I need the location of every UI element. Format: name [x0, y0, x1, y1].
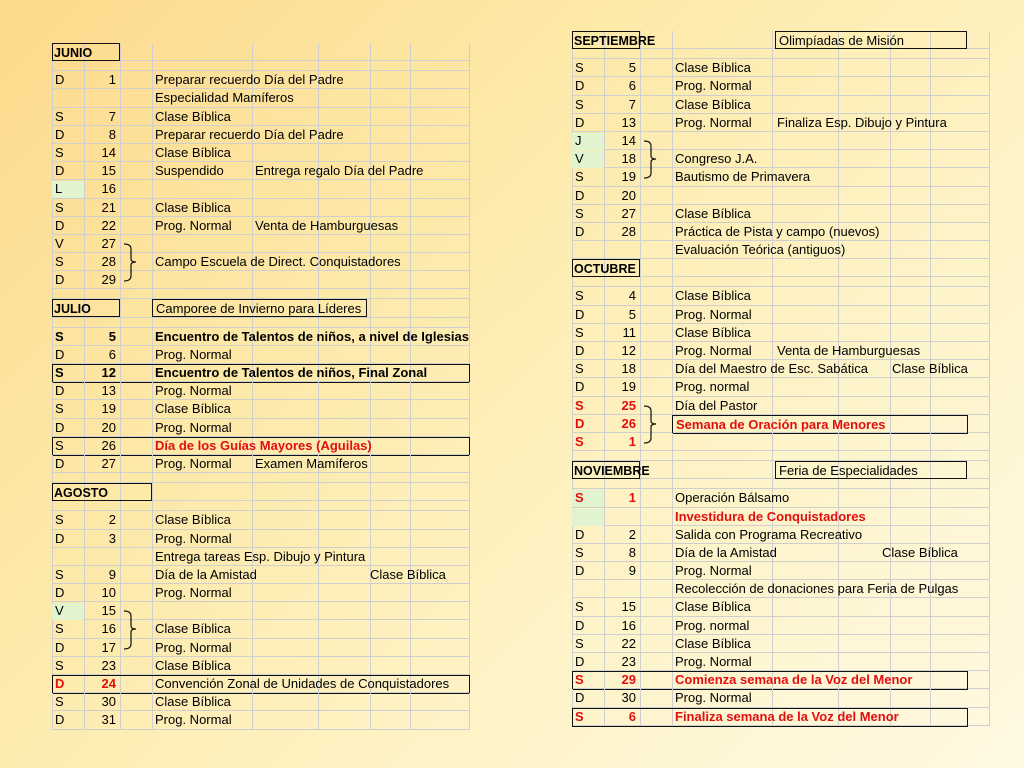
event-cell: Clase Bíblica: [155, 108, 231, 124]
weekday-cell: D: [55, 585, 65, 601]
event-cell: Prog. Normal: [155, 712, 232, 728]
calendar-row: [572, 508, 990, 526]
weekday-cell: S: [55, 566, 64, 582]
event-cell: Clase Bíblica: [155, 694, 231, 710]
calendar-row: [572, 168, 990, 186]
calendar-row: [572, 205, 990, 223]
event-cell: Clase Bíblica: [675, 324, 751, 340]
event-cell: Encuentro de Talentos de niños, a nivel de Iglesias: [155, 328, 470, 344]
calendar-row: [52, 419, 470, 437]
calendar-row: [572, 132, 990, 150]
day-number-cell: 17: [101, 639, 116, 655]
month-header-row: [52, 299, 470, 317]
weekday-cell: D: [55, 163, 65, 179]
day-number-cell: 7: [108, 108, 116, 124]
brace-mid: [122, 253, 136, 272]
calendar-row: [52, 89, 470, 107]
calendar-row: [572, 708, 990, 726]
day-number-cell: 9: [628, 563, 636, 579]
calendar-row: [572, 342, 990, 360]
event-cell: Clase Bíblica: [155, 621, 231, 637]
calendar-row: [52, 455, 470, 473]
calendar-row: [572, 360, 990, 378]
calendar-row: [572, 415, 990, 433]
weekday-cell: S: [55, 144, 64, 160]
weekday-cell: S: [55, 694, 64, 710]
brace-mid: [122, 620, 136, 639]
calendar-row: [52, 602, 470, 620]
weekday-cell: S: [575, 324, 584, 340]
weekday-cell: D: [575, 526, 585, 542]
weekday-cell: S: [575, 361, 584, 377]
calendar-row: [572, 306, 990, 324]
weekday-cell: S: [575, 708, 584, 724]
month-header-row: [572, 31, 990, 49]
weekday-cell: V: [575, 151, 584, 167]
brace-bot: [122, 639, 136, 658]
secondary-event-cell: Entrega regalo Día del Padre: [255, 163, 424, 179]
day-number-cell: 23: [621, 654, 636, 669]
day-number-cell: 12: [621, 343, 636, 358]
day-number-cell: 3: [108, 530, 116, 546]
event-cell: Prog. Normal: [155, 455, 232, 471]
spacer-row: [572, 49, 990, 59]
day-number-cell: 6: [628, 78, 636, 94]
event-cell: Preparar recuerdo Día del Padre: [155, 126, 344, 142]
calendar-row: [572, 223, 990, 241]
brace-bot: [122, 271, 136, 290]
event-cell: Operación Bálsamo: [675, 490, 790, 506]
secondary-event-cell: Venta de Hamburguesas: [255, 217, 399, 233]
day-number-cell: 15: [101, 603, 116, 619]
day-number-cell: 15: [101, 163, 116, 179]
weekday-cell: D: [575, 379, 585, 395]
weekday-cell: D: [55, 455, 65, 471]
weekday-cell: D: [55, 72, 65, 88]
day-number-cell: 6: [108, 346, 116, 362]
secondary-event-cell: Clase Bíblica: [882, 544, 958, 560]
event-cell: Prog. Normal: [675, 114, 752, 130]
weekday-cell: S: [575, 490, 584, 506]
calendar-row: [52, 566, 470, 584]
weekday-cell: S: [575, 599, 584, 615]
day-number-cell: 26: [621, 415, 636, 431]
event-cell: Clase Bíblica: [675, 288, 751, 304]
day-number-cell: 18: [621, 151, 636, 167]
weekday-cell: S: [575, 397, 584, 413]
event-cell: Práctica de Pista y campo (nuevos): [675, 223, 880, 239]
brace-mid: [642, 415, 656, 434]
day-number-cell: 30: [621, 690, 636, 706]
day-number-cell: 27: [101, 455, 116, 471]
secondary-event-cell: Clase Bíblica: [370, 566, 446, 582]
calendar-row: [52, 71, 470, 89]
event-cell: Clase Bíblica: [675, 599, 751, 615]
event-cell: Suspendido: [155, 163, 224, 179]
event-cell: Prog. Normal: [155, 346, 232, 362]
spacer-row: [572, 479, 990, 489]
month-title: JUNIO: [54, 46, 93, 60]
weekday-cell: S: [55, 657, 64, 673]
day-number-cell: 28: [621, 223, 636, 239]
day-number-cell: 8: [628, 544, 636, 560]
day-number-cell: 12: [101, 365, 116, 380]
day-number-cell: 14: [621, 132, 636, 148]
weekday-cell: D: [55, 272, 65, 288]
day-number-cell: 31: [101, 712, 116, 728]
event-cell: Prog. Normal: [155, 419, 232, 435]
day-number-cell: 15: [621, 599, 636, 615]
event-cell: Prog. normal: [675, 379, 750, 395]
calendar-row: [572, 526, 990, 544]
calendar-row: [52, 364, 470, 382]
day-number-cell: 30: [101, 694, 116, 710]
weekday-cell: S: [55, 437, 64, 453]
event-cell: Preparar recuerdo Día del Padre: [155, 72, 344, 88]
day-number-cell: 18: [621, 361, 636, 377]
event-cell: Evaluación Teórica (antiguos): [675, 242, 846, 258]
event-cell: Prog. Normal: [675, 306, 752, 322]
day-number-cell: 7: [628, 96, 636, 112]
calendar-row: [572, 241, 990, 259]
calendar-row: [52, 235, 470, 253]
calendar-sheet-june-august: [52, 43, 470, 730]
weekday-cell: D: [55, 419, 65, 435]
event-cell: Clase Bíblica: [675, 205, 751, 221]
calendar-row: [572, 77, 990, 95]
weekday-cell: S: [575, 96, 584, 112]
weekday-cell: S: [55, 512, 64, 528]
calendar-row: [52, 584, 470, 602]
day-number-cell: 21: [101, 199, 116, 215]
event-cell: Bautismo de Primavera: [675, 169, 811, 185]
weekday-cell: S: [55, 365, 64, 380]
calendar-row: [52, 253, 470, 271]
weekday-cell: D: [575, 306, 585, 322]
calendar-row: [572, 544, 990, 562]
day-number-cell: 20: [621, 187, 636, 203]
month-title: OCTUBRE: [574, 262, 636, 277]
brace-bot: [642, 433, 656, 452]
day-number-cell: 13: [101, 383, 116, 399]
calendar-row: [572, 617, 990, 635]
event-cell: Prog. Normal: [155, 530, 232, 546]
month-title: JULIO: [54, 302, 91, 317]
calendar-row: [572, 187, 990, 205]
weekday-cell: S: [55, 621, 64, 637]
calendar-row: [52, 711, 470, 729]
weekday-cell: D: [575, 415, 585, 431]
secondary-event-cell: Clase Bíblica: [892, 361, 968, 377]
brace-top: [122, 602, 136, 621]
weekday-cell: D: [575, 690, 585, 706]
secondary-event-cell: Examen Mamíferos: [255, 455, 368, 471]
day-number-cell: 24: [101, 676, 116, 691]
event-cell: Prog. Normal: [675, 563, 752, 579]
day-number-cell: 2: [108, 512, 116, 528]
calendar-row: [572, 287, 990, 305]
day-number-cell: 19: [621, 169, 636, 185]
calendar-row: [572, 59, 990, 77]
event-cell: Convención Zonal de Unidades de Conquistadores: [155, 676, 450, 691]
event-cell: Clase Bíblica: [675, 635, 751, 651]
event-cell: Prog. Normal: [675, 343, 752, 358]
weekday-cell: S: [575, 169, 584, 185]
calendar-row: [572, 689, 990, 707]
weekday-cell: D: [55, 639, 65, 655]
weekday-cell: S: [55, 328, 64, 344]
calendar-row: [52, 693, 470, 711]
calendar-row: [572, 433, 990, 451]
calendar-row: [52, 620, 470, 638]
day-number-cell: 22: [101, 217, 116, 233]
day-number-cell: 13: [621, 114, 636, 130]
day-number-cell: 1: [628, 433, 636, 449]
day-number-cell: 4: [628, 288, 636, 304]
event-cell: Recolección de donaciones para Feria de Pulgas: [675, 581, 959, 597]
secondary-event-cell: Venta de Hamburguesas: [777, 343, 921, 358]
day-number-cell: 6: [628, 708, 636, 724]
weekday-cell: S: [575, 433, 584, 449]
weekday-cell: V: [55, 235, 64, 251]
day-number-cell: 11: [622, 324, 636, 340]
calendar-row: [52, 382, 470, 400]
day-number-cell: 16: [101, 181, 116, 197]
event-cell: Encuentro de Talentos de niños, Final Zonal: [155, 365, 428, 380]
event-cell: Clase Bíblica: [155, 144, 231, 160]
calendar-row: [572, 114, 990, 132]
weekday-cell: S: [575, 288, 584, 304]
spacer-row: [52, 501, 470, 511]
day-number-cell: 25: [621, 397, 636, 413]
weekday-cell: D: [55, 712, 65, 728]
weekday-cell: J: [575, 132, 582, 148]
calendar-row: [572, 378, 990, 396]
weekday-cell: D: [575, 563, 585, 579]
event-cell: Prog. Normal: [675, 654, 752, 669]
day-number-cell: 26: [101, 437, 116, 453]
day-number-cell: 14: [101, 144, 116, 160]
day-number-cell: 10: [101, 585, 116, 601]
event-cell: Clase Bíblica: [155, 512, 231, 528]
calendar-row: [52, 675, 470, 693]
event-cell: Prog. Normal: [155, 585, 232, 601]
day-number-cell: 29: [621, 672, 636, 688]
calendar-row: [572, 562, 990, 580]
calendar-row: [52, 346, 470, 364]
spacer-row: [572, 277, 990, 287]
weekday-cell: S: [55, 108, 64, 124]
event-cell: Clase Bíblica: [675, 96, 751, 112]
weekday-cell: D: [55, 383, 65, 399]
weekday-cell: S: [575, 672, 584, 688]
calendar-row: [52, 144, 470, 162]
weekday-cell: S: [575, 205, 584, 221]
month-event-box: Camporee de Invierno para Líderes: [152, 299, 367, 317]
weekday-cell: S: [55, 199, 64, 215]
day-number-cell: 1: [108, 72, 116, 88]
calendar-row: [572, 653, 990, 671]
event-cell: Día del Maestro de Esc. Sabática: [675, 361, 868, 377]
event-cell: Prog. Normal: [675, 78, 752, 94]
event-cell: Prog. Normal: [155, 383, 232, 399]
event-cell: Campo Escuela de Direct. Conquistadores: [155, 254, 401, 270]
day-number-cell: 28: [101, 254, 116, 270]
event-cell: Clase Bíblica: [155, 199, 231, 215]
spacer-row: [52, 61, 470, 71]
month-title: SEPTIEMBRE: [574, 34, 656, 48]
weekday-cell: V: [55, 603, 64, 619]
weekday-cell: D: [575, 78, 585, 94]
event-cell: Clase Bíblica: [675, 60, 751, 76]
weekday-cell: D: [575, 654, 585, 669]
calendar-row: [52, 199, 470, 217]
calendar-row: [572, 150, 990, 168]
calendar-row: [52, 108, 470, 126]
calendar-row: [52, 126, 470, 144]
weekday-cell: S: [55, 254, 64, 270]
calendar-row: [572, 635, 990, 653]
spacer-row: [52, 289, 470, 299]
calendar-row: [572, 598, 990, 616]
day-number-cell: 19: [101, 401, 116, 417]
brace-top: [642, 397, 656, 416]
event-cell: Finaliza semana de la Voz del Menor: [675, 708, 899, 724]
day-number-cell: 27: [621, 205, 636, 221]
day-number-cell: 5: [108, 328, 116, 344]
calendar-row: [52, 657, 470, 675]
weekday-cell: D: [575, 223, 585, 239]
day-number-cell: 29: [101, 272, 116, 288]
highlight-cell: [572, 509, 604, 526]
brace-mid: [642, 150, 656, 169]
day-number-cell: 16: [101, 621, 116, 637]
day-number-cell: 2: [628, 526, 636, 542]
event-cell: Prog. normal: [675, 617, 750, 633]
event-cell: Día de los Guías Mayores (Aguilas): [155, 437, 372, 453]
spacer-row: [52, 318, 470, 328]
day-number-cell: 5: [628, 306, 636, 322]
event-cell: Comienza semana de la Voz del Menor: [675, 672, 913, 688]
day-number-cell: 16: [621, 617, 636, 633]
weekday-cell: D: [55, 346, 65, 362]
weekday-cell: D: [575, 187, 585, 203]
weekday-cell: D: [55, 530, 65, 546]
event-cell: Prog. Normal: [155, 217, 232, 233]
day-number-cell: 27: [101, 235, 116, 251]
month-event-box: Olimpíadas de Misión: [775, 31, 967, 49]
event-cell: Salida con Programa Recreativo: [675, 526, 863, 542]
weekday-cell: D: [575, 617, 585, 633]
calendar-row: [572, 671, 990, 689]
calendar-row: [52, 511, 470, 529]
month-header-row: [52, 43, 470, 61]
day-number-cell: 23: [101, 657, 116, 673]
weekday-cell: S: [55, 401, 64, 417]
weekday-cell: D: [575, 343, 585, 358]
weekday-cell: D: [55, 217, 65, 233]
event-cell: Prog. Normal: [155, 639, 232, 655]
event-cell: Día de la Amistad: [155, 566, 257, 582]
calendar-row: [572, 580, 990, 598]
event-cell: Semana de Oración para Menores: [672, 415, 968, 434]
calendar-row: [52, 162, 470, 180]
day-number-cell: 9: [108, 566, 116, 582]
calendar-row: [52, 437, 470, 455]
weekday-cell: S: [575, 635, 584, 651]
month-event-box: Feria de Especialidades: [775, 461, 967, 479]
month-header-row: [572, 461, 990, 479]
calendar-sheet-september-november: [572, 31, 990, 726]
weekday-cell: D: [55, 126, 65, 142]
event-cell: Clase Bíblica: [155, 401, 231, 417]
spacer-row: [572, 451, 990, 461]
weekday-cell: L: [55, 181, 63, 197]
calendar-row: [52, 271, 470, 289]
calendar-row: [572, 96, 990, 114]
event-cell: Prog. Normal: [675, 690, 752, 706]
calendar-row: [572, 324, 990, 342]
weekday-cell: D: [575, 114, 585, 130]
calendar-row: [52, 328, 470, 346]
calendar-row: [52, 639, 470, 657]
calendar-row: [52, 530, 470, 548]
weekday-cell: S: [575, 60, 584, 76]
month-title: NOVIEMBRE: [574, 464, 650, 479]
day-number-cell: 1: [628, 490, 636, 506]
event-cell: Congreso J.A.: [675, 151, 758, 167]
event-cell: Clase Bíblica: [155, 657, 231, 673]
event-cell: Entrega tareas Esp. Dibujo y Pintura: [155, 548, 366, 564]
weekday-cell: S: [575, 544, 584, 560]
calendar-row: [52, 400, 470, 418]
day-number-cell: 5: [628, 60, 636, 76]
day-number-cell: 20: [101, 419, 116, 435]
event-cell: Día del Pastor: [675, 397, 758, 413]
calendar-row: [572, 489, 990, 507]
spacer-row: [52, 473, 470, 483]
event-cell: Especialidad Mamíferos: [155, 90, 294, 106]
brace-top: [122, 235, 136, 254]
calendar-row: [52, 217, 470, 235]
month-header-row: [52, 483, 470, 501]
weekday-cell: D: [55, 676, 65, 691]
calendar-row: [52, 180, 470, 198]
brace-bot: [642, 168, 656, 187]
calendar-row: [52, 548, 470, 566]
event-cell: Investidura de Conquistadores: [675, 508, 866, 524]
secondary-event-cell: Finaliza Esp. Dibujo y Pintura: [777, 114, 947, 130]
brace-top: [642, 132, 656, 151]
day-number-cell: 22: [621, 635, 636, 651]
month-title: AGOSTO: [54, 486, 108, 501]
event-cell: Día de la Amistad: [675, 544, 777, 560]
calendar-row: [572, 397, 990, 415]
day-number-cell: 19: [621, 379, 636, 395]
day-number-cell: 8: [108, 126, 116, 142]
month-header-row: [572, 259, 990, 277]
